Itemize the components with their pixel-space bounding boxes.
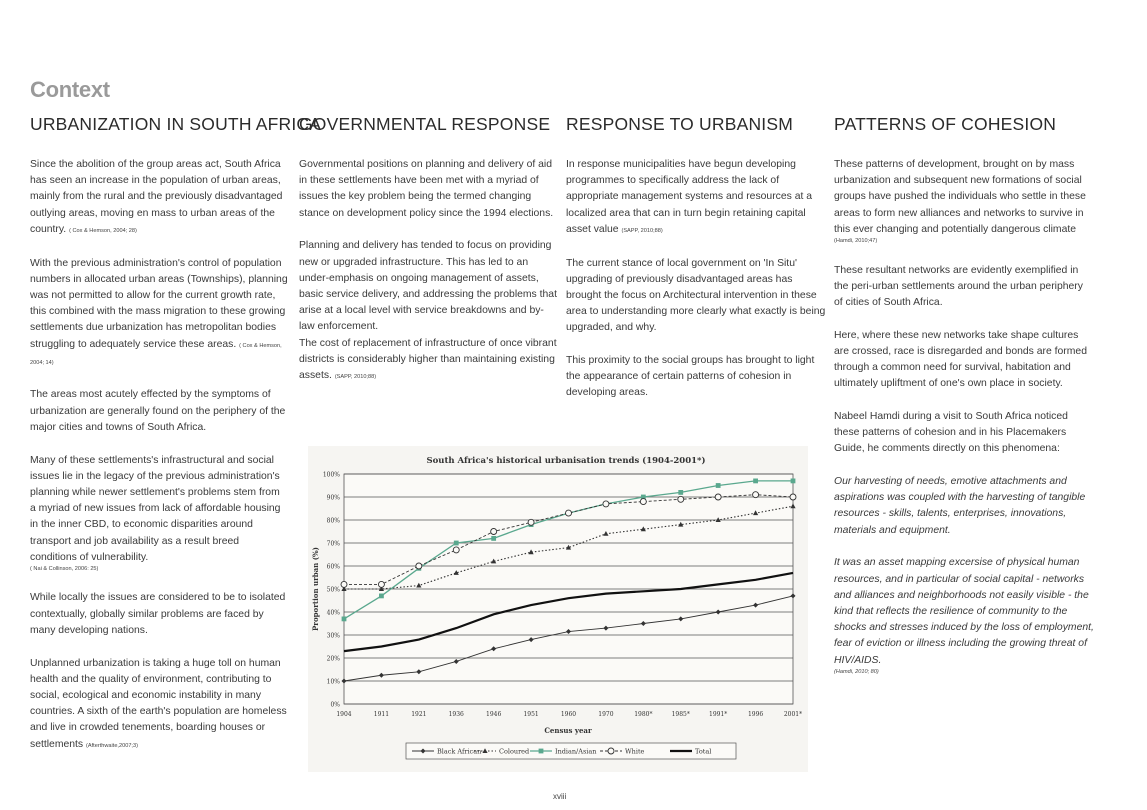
data-point xyxy=(454,541,459,546)
y-tick-label: 30% xyxy=(326,632,340,640)
column-patterns-of-cohesion xyxy=(834,114,1094,693)
paragraph-text: The areas most acutely effected by the symptoms of urbanization are generally found on the periphery of the major cities and towns of South Africa. xyxy=(30,389,286,433)
data-point xyxy=(566,510,572,516)
paragraph-text: Unplanned urbanization is taking a huge toll on human health and the quality of environment, contributing to social, ecological and economic instability in many countries. A sixth of the earth's population are homeless and live in crowded tenements, boarding houses or settlements xyxy=(30,657,287,750)
citation: ( Cox & Hemson, 2004; 14) xyxy=(30,342,282,366)
y-tick-label: 10% xyxy=(326,678,340,686)
column-heading: GOVERNMENTAL RESPONSE xyxy=(299,114,551,134)
data-point xyxy=(790,494,796,500)
x-tick-label: 1951 xyxy=(523,711,539,718)
data-point xyxy=(753,492,759,498)
x-tick-label: 2001* xyxy=(783,711,803,718)
paragraph xyxy=(566,157,828,239)
x-axis-label: Census year xyxy=(544,726,592,735)
y-axis-label: Proportion urban (%) xyxy=(311,547,320,631)
data-point xyxy=(715,494,721,500)
paragraph xyxy=(566,353,828,402)
citation: ( Cox & Hemson, 2004; 28) xyxy=(69,227,137,234)
y-tick-label: 40% xyxy=(326,609,340,617)
paragraph-text: Planning and delivery has tended to focus on providing new or upgraded infrastructure. This has led to an under-emphasis on ongoing management of assets, basic service delivery, and addressing the problems that arise at a local level with service breakdowns and by-law enforcement. xyxy=(299,240,557,333)
paragraph-text: Our harvesting of needs, emotive attachments and aspirations was coupled with the harvesting of tangible resources - skills, talents, enterprises, innovations, materials and equipment. xyxy=(834,476,1086,536)
paragraph xyxy=(834,409,1094,458)
y-tick-label: 100% xyxy=(322,471,340,479)
x-tick-label: 1960 xyxy=(560,711,577,718)
citation: (SAPP, 2010;88) xyxy=(621,227,663,234)
legend-label: Total xyxy=(695,747,712,756)
y-tick-label: 80% xyxy=(326,517,340,525)
data-point xyxy=(528,519,534,525)
citation: (Hamdi, 2010; 80) xyxy=(834,668,879,675)
x-tick-label: 1911 xyxy=(373,711,390,718)
paragraph xyxy=(30,157,288,239)
x-tick-label: 1904 xyxy=(336,711,352,718)
column-response-to-urbanism xyxy=(566,114,828,418)
citation: (Afterthwaite,2007;3) xyxy=(86,742,138,749)
x-tick-label: 1996 xyxy=(747,711,764,718)
x-tick-label: 1921 xyxy=(411,711,427,718)
paragraph-text: Many of these settlements's infrastructural and social issues lie in the legacy of the previous administration's planning while newer settlement's problems stem from a myriad of new issues from lack of affordable housing in the inner CBD, to economic disparities around transport and job availability as a result breed conditions of vulnerability. xyxy=(30,454,281,563)
legend-label: Coloured xyxy=(499,747,530,756)
column-heading: URBANIZATION IN SOUTH AFRICA xyxy=(30,114,322,134)
data-point xyxy=(491,536,496,541)
data-point xyxy=(342,617,347,622)
paragraph xyxy=(30,656,288,754)
paragraph-text: Since the abolition of the group areas act, South Africa has seen an increase in the population of urban areas, mainly from the rural and the previously disadvantaged outlying areas, moving en mass to urban areas of the country. xyxy=(30,159,283,235)
paragraph-text: Here, where these new networks take shape cultures are crossed, race is disregarded and bonds are formed through a common need for survival, habitation and ultimately upliftment of one's own place in society. xyxy=(834,329,1087,390)
data-point xyxy=(341,581,347,587)
data-point xyxy=(453,547,459,553)
y-tick-label: 70% xyxy=(326,540,340,548)
paragraph xyxy=(299,238,559,335)
paragraph xyxy=(834,555,1094,676)
legend-label: Indian/Asian xyxy=(555,747,597,756)
data-point xyxy=(791,479,796,484)
paragraph-text: With the previous administration's control of population numbers in allocated urban areas (Townships), planning was not permitted to allow for the current growth rate, this combined with the mass migration to these growing settlements due urbanization has metropolitan bodies struggling to adequately service these areas. xyxy=(30,257,288,350)
column-governmental-response xyxy=(299,114,559,402)
paragraph-text: It was an asset mapping excersise of physical human resources, and in particular of social capital - networks and alliances and neighborhoods not easily visible - the kind that reflects the resilience of community to the shocks and stresses induced by the loss of employment, fear of eviction or illness including the growing threat of HIV/AIDS. xyxy=(834,557,1094,666)
column-heading: PATTERNS OF COHESION xyxy=(834,114,1057,134)
column-heading: RESPONSE TO URBANISM xyxy=(566,114,794,134)
chart-svg xyxy=(308,446,808,772)
urbanisation-chart xyxy=(308,446,808,772)
data-point xyxy=(379,594,384,599)
paragraph xyxy=(834,474,1094,539)
paragraph xyxy=(299,336,559,386)
legend-label: White xyxy=(625,747,645,756)
y-tick-label: 0% xyxy=(330,701,340,709)
paragraph xyxy=(30,256,288,371)
citation: ( Nai & Collinson, 2006: 25) xyxy=(30,565,99,572)
paragraph-text: These patterns of development, brought on by mass urbanization and subsequent new formations of social groups have pushed the individuals who settle in these areas to form new alliances and networks to survive in this ever changing and potentially dangerous climate xyxy=(834,159,1086,235)
paragraph xyxy=(30,453,288,574)
page-number: xviii xyxy=(553,792,567,801)
data-point xyxy=(640,499,646,505)
paragraph xyxy=(834,328,1094,393)
x-tick-label: 1946 xyxy=(486,711,502,718)
data-point xyxy=(678,496,684,502)
data-point xyxy=(416,563,422,569)
citation: (Hamdi, 2010;47) xyxy=(834,238,878,245)
paragraph-text: These resultant networks are evidently exemplified in the peri-urban settlements around the urban periphery of cities of South Africa. xyxy=(834,264,1083,308)
paragraph-text: Governmental positions on planning and delivery of aid in these settlements have been met with a myriad of issues the key problem being the termed changing stance on development policy since the 1994 elections. xyxy=(299,159,554,219)
legend-marker xyxy=(608,748,614,754)
legend-marker xyxy=(539,749,544,754)
paragraph xyxy=(30,387,288,436)
paragraph-text: Nabeel Hamdi during a visit to South Africa noticed these patterns of cohesion and in his Placemakers Guide, he comments directly on this phenomena: xyxy=(834,410,1068,455)
paragraph xyxy=(299,157,559,222)
x-tick-label: 1936 xyxy=(448,711,464,718)
page-title: Context xyxy=(30,77,110,102)
citation: (SAPP, 2010;88) xyxy=(334,373,377,380)
legend-label: Black African xyxy=(437,747,482,756)
y-tick-label: 20% xyxy=(326,655,340,663)
y-tick-label: 90% xyxy=(326,494,340,502)
paragraph-text: While locally the issues are considered to be to isolated contextually, globally similar problems are faced by many developing nations. xyxy=(30,592,286,636)
paragraph xyxy=(566,256,828,337)
paragraph-text: The cost of replacement of infrastructure of once vibrant districts is considerably higher than maintaining existing assets. xyxy=(299,337,557,381)
chart-title: South Africa's historical urbanisation trends (1904-2001*) xyxy=(426,456,706,466)
x-tick-label: 1970 xyxy=(598,711,614,718)
paragraph-text: In response municipalities have begun developing programmes to specifically address the lack of appropriate management systems and resources at a localized area that can in turn begin retaining capital asset value xyxy=(566,159,813,235)
data-point xyxy=(378,581,384,587)
y-tick-label: 60% xyxy=(326,563,340,571)
data-point xyxy=(603,501,609,507)
x-tick-label: 1991* xyxy=(709,711,728,718)
x-tick-label: 1980* xyxy=(634,711,653,718)
data-point xyxy=(716,483,721,488)
data-point xyxy=(678,490,683,495)
data-point xyxy=(753,479,758,484)
paragraph xyxy=(30,590,288,639)
data-point xyxy=(491,529,497,535)
x-tick-label: 1985* xyxy=(671,711,690,718)
paragraph xyxy=(834,157,1094,246)
paragraph-text: The current stance of local government on 'In Situ' upgrading of previously disadvantaged areas has brought the focus on Architectural intervention in these area to understanding more clearly what exactly is being upgraded, and why. xyxy=(566,257,826,334)
y-tick-label: 50% xyxy=(326,586,340,594)
paragraph xyxy=(834,263,1094,312)
paragraph-text: This proximity to the social groups has brought to light the appearance of certain patterns of cohesion in developing areas. xyxy=(566,355,815,399)
